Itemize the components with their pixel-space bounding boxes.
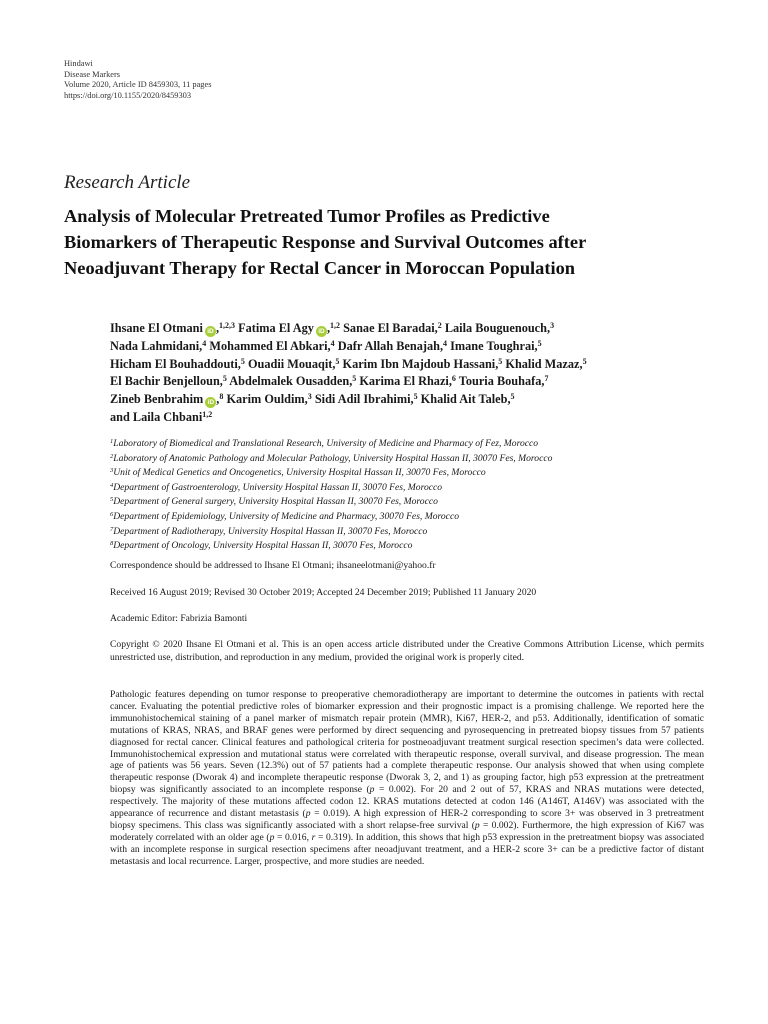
title-line-1: Analysis of Molecular Pretreated Tumor Profiles as Predictive bbox=[64, 206, 550, 226]
affiliation-item bbox=[110, 481, 710, 496]
author-affiliation-index: 4 bbox=[330, 338, 335, 348]
author-line bbox=[110, 373, 710, 391]
affiliation-item bbox=[110, 510, 710, 525]
p-value-symbol: p bbox=[474, 819, 480, 831]
affiliation-item bbox=[110, 539, 710, 554]
affiliation-text: Department of Epidemiology, University of Medicine and Pharmacy, 30070 Fes, Morocco bbox=[113, 510, 459, 522]
affiliation-number: 1 bbox=[110, 438, 114, 445]
affiliation-text: Laboratory of Biomedical and Translational Research, University of Medicine and Pharmacy of Fez, Morocco bbox=[113, 438, 539, 449]
p-value-symbol: p bbox=[269, 831, 275, 843]
affiliation-item bbox=[110, 466, 710, 481]
author-name[interactable]: Khalid Mazaz, bbox=[505, 356, 583, 371]
doi-link[interactable]: https://doi.org/10.1155/2020/8459303 bbox=[64, 90, 192, 100]
author-affiliation-index: 7 bbox=[544, 374, 549, 384]
author-name[interactable]: and Laila Chbani bbox=[110, 409, 203, 424]
journal-name: Disease Markers bbox=[64, 69, 121, 79]
affiliation-number: 6 bbox=[110, 510, 114, 518]
affiliation-number: 5 bbox=[110, 496, 114, 504]
affiliation-number: 2 bbox=[110, 452, 114, 460]
author-affiliation-index: 1,2 bbox=[202, 409, 213, 419]
author-affiliation-index: 5 bbox=[335, 356, 340, 366]
author-line: Zineb Benbrahim iD ,$^8$ Karim Ouldim,$^3$ Sidi Adil Ibrahimi,$^5$ Khalid Ait Taleb,$^5$ bbox=[110, 392, 515, 407]
affiliation-number: 8 bbox=[110, 540, 114, 548]
title-line-3: Neoadjuvant Therapy for Rectal Cancer in Moroccan Population bbox=[64, 258, 576, 278]
author-name[interactable]: Sidi Adil Ibrahimi, bbox=[314, 392, 414, 407]
author-name[interactable]: Nada Lahmidani, bbox=[110, 338, 203, 353]
affiliation-number: 7 bbox=[110, 525, 114, 533]
author-name[interactable]: Karim Ibn Majdoub Hassani, bbox=[342, 356, 499, 371]
author-line bbox=[110, 356, 710, 374]
article-title bbox=[64, 203, 714, 281]
author-name[interactable]: Karim Ouldim, bbox=[226, 392, 308, 407]
affiliation-item bbox=[110, 452, 710, 467]
p-value-symbol: p bbox=[369, 784, 375, 796]
r-value-symbol: r bbox=[311, 831, 316, 843]
affiliation-text: Department of General surgery, University Hospital Hassan II, 30070 Fes, Morocco bbox=[113, 496, 438, 508]
author-affiliation-index: 8 bbox=[219, 392, 224, 402]
affiliation-item bbox=[110, 437, 710, 452]
author-affiliation-index: 5 bbox=[240, 356, 245, 366]
author-name[interactable]: Imane Toughrai, bbox=[450, 338, 538, 353]
orcid-icon[interactable]: iD bbox=[205, 326, 216, 337]
author-name[interactable]: Laila Bouguenouch, bbox=[444, 321, 551, 335]
author-name[interactable]: Hicham El Bouhaddouti, bbox=[110, 356, 241, 371]
orcid-icon[interactable]: iD bbox=[205, 397, 216, 408]
abstract-segment: = 0.019). A high expression of HER-2 corresponding to score 3+ was observed in 3 pretreatment biopsy specimens. This class was significantly associated with a short relapse-free survival ( bbox=[110, 808, 704, 831]
affiliation-number: 4 bbox=[110, 481, 114, 489]
correspondence-line: Correspondence should be addressed to Ihsane El Otmani; ihsaneelotmani@yahoo.fr bbox=[110, 560, 436, 571]
publisher-name: Hindawi bbox=[64, 59, 93, 68]
affiliation-text: Unit of Medical Genetics and Oncogenetics, University Hospital Hassan II, 30070 Fes, Morocco bbox=[113, 467, 486, 479]
author-name[interactable]: Karima El Rhazi, bbox=[359, 374, 452, 389]
author-line: Ihsane El Otmani iD ,$^{1,2,3}$ Fatima El Agy iD ,$^{1,2}$ Sanae El Baradai,$^2$ Laila Bouguenouch,$^3$ bbox=[110, 321, 555, 335]
article-type-label: Research Article bbox=[64, 172, 191, 193]
author-name[interactable]: Ihsane El Otmani bbox=[110, 321, 203, 335]
affiliation-item bbox=[110, 495, 710, 510]
author-affiliation-index: 6 bbox=[451, 374, 456, 384]
author-name[interactable]: Abdelmalek Ousadden, bbox=[229, 374, 353, 389]
author-name[interactable]: Khalid Ait Taleb, bbox=[420, 392, 511, 407]
journal-header bbox=[64, 59, 211, 101]
affiliation-text: Department of Oncology, University Hospital Hassan II, 30070 Fes, Morocco bbox=[113, 540, 413, 552]
author-affiliation-index: 5 bbox=[582, 356, 587, 366]
author-affiliation-index: 5 bbox=[510, 392, 515, 402]
author-name[interactable]: Sanae El Baradai, bbox=[343, 321, 438, 335]
orcid-icon[interactable]: iD bbox=[316, 326, 327, 337]
affiliation-number: 3 bbox=[110, 467, 114, 475]
author-affiliation-index: 4 bbox=[443, 338, 448, 348]
author-name[interactable]: Ouadii Mouaqit, bbox=[247, 356, 336, 371]
author-affiliation-index: 2 bbox=[437, 321, 442, 330]
author-list bbox=[110, 320, 710, 427]
author-affiliation-index: 5 bbox=[537, 338, 542, 348]
author-affiliation-index: 3 bbox=[307, 392, 312, 402]
author-line bbox=[110, 409, 710, 427]
author-affiliation-index: 1,2 bbox=[330, 321, 341, 330]
abstract-segment: = 0.002). For 20 and 2 out of 57, KRAS and NRAS mutations were detected, respectively. The majority of these mutations affected codon 12. KRAS mutations detected at codon 146 (A146T, A146V) was associated with the appearance of recurrence and distant metastasis ( bbox=[110, 784, 705, 820]
p-value-symbol: p bbox=[305, 808, 311, 820]
author-name[interactable]: Dafr Allah Benajah, bbox=[337, 338, 444, 353]
author-affiliation-index: 4 bbox=[202, 338, 207, 348]
author-name[interactable]: Mohammed El Abkari, bbox=[209, 338, 331, 353]
publication-dates: Received 16 August 2019; Revised 30 October 2019; Accepted 24 December 2019; Published 11 January 2020 bbox=[110, 587, 537, 598]
copyright-notice: Copyright © 2020 Ihsane El Otmani et al. This is an open access article distributed under the Creative Commons Attribution License, which permits unrestricted use, distribution, and reproduction in any medium, provided the original work is properly cited. bbox=[110, 639, 704, 663]
affiliation-text: Laboratory of Anatomic Pathology and Molecular Pathology, University Hospital Hassan II, 30070 Fes, Morocco bbox=[113, 452, 553, 464]
abstract-segment: = 0.002). Furthermore, the high expression of Ki67 was moderately correlated with an older age ( bbox=[110, 819, 705, 843]
author-name[interactable]: Zineb Benbrahim bbox=[110, 392, 204, 407]
abstract-segment: = 0.319). In addition, this shows that high p53 expression in the pretreatment biopsy was associated with an incomplete response in surgical resection specimens after neoadjuvant treatment, and a HER-2 score 3+ can be a predictive factor of distant metastasis and local recurrence. Larger, prospective, and more studies are needed. bbox=[110, 831, 704, 867]
affiliation-item bbox=[110, 525, 710, 540]
author-affiliation-index: 5 bbox=[352, 374, 357, 384]
author-affiliation-index: 5 bbox=[222, 374, 227, 384]
affiliation-list bbox=[110, 437, 710, 554]
volume-info: Volume 2020, Article ID 8459303, 11 pages bbox=[64, 80, 212, 90]
abstract-segment: Pathologic features depending on tumor response to preoperative chemoradiotherapy are important to determine the outcomes in patients with rectal cancer. Evaluating the potential predictive roles of biomarker expression and their prognostic impact is a promising challenge. We reported here the immunohistochemical staining of a panel marker of mismatch repair protein (MMR), Ki67, HER-2, and p53. Additionally, identification of somatic mutations of KRAS, NRAS, and BRAF genes were performed by direct sequencing and pyrosequencing in pretreated biopsy tissues from 57 patients diagnosed for rectal cancer. Clinical features and pathological criteria for postneoadjuvant treatment surgical resection specimen’s data were collected. Immunohistochemical expression and mutational status were correlated with therapeutic response, overall survival, and disease progression. The mean age of patients was 56 years. Seven (12.3%) out of 57 patients had a complete therapeutic response. Our analysis showed that when using complete therapeutic response (Dworak 4) and incomplete therapeutic response (Dworak 3, 2, and 1) as grouping factor, high p53 expression at the pretreatment biopsy was significantly associated to an incomplete response ( bbox=[110, 689, 704, 796]
author-affiliation-index: 5 bbox=[498, 356, 503, 366]
abstract-segment: = 0.016, bbox=[274, 831, 312, 843]
abstract-text bbox=[110, 689, 704, 868]
academic-editor: Academic Editor: Fabrizia Bamonti bbox=[110, 613, 248, 624]
affiliation-text: Department of Gastroenterology, University Hospital Hassan II, 30070 Fes, Morocco bbox=[113, 481, 443, 493]
author-affiliation-index: 1,2,3 bbox=[219, 321, 236, 330]
author-line bbox=[110, 338, 710, 356]
title-line-2: Biomarkers of Therapeutic Response and Survival Outcomes after bbox=[64, 232, 587, 252]
author-name[interactable]: Touria Bouhafa, bbox=[458, 374, 545, 389]
author-affiliation-index: 3 bbox=[550, 321, 555, 330]
author-affiliation-index: 5 bbox=[413, 392, 418, 402]
author-name[interactable]: Fatima El Agy bbox=[238, 321, 314, 335]
affiliation-text: Department of Radiotherapy, University Hospital Hassan II, 30070 Fes, Morocco bbox=[113, 525, 428, 537]
author-name[interactable]: El Bachir Benjelloun, bbox=[110, 374, 223, 389]
